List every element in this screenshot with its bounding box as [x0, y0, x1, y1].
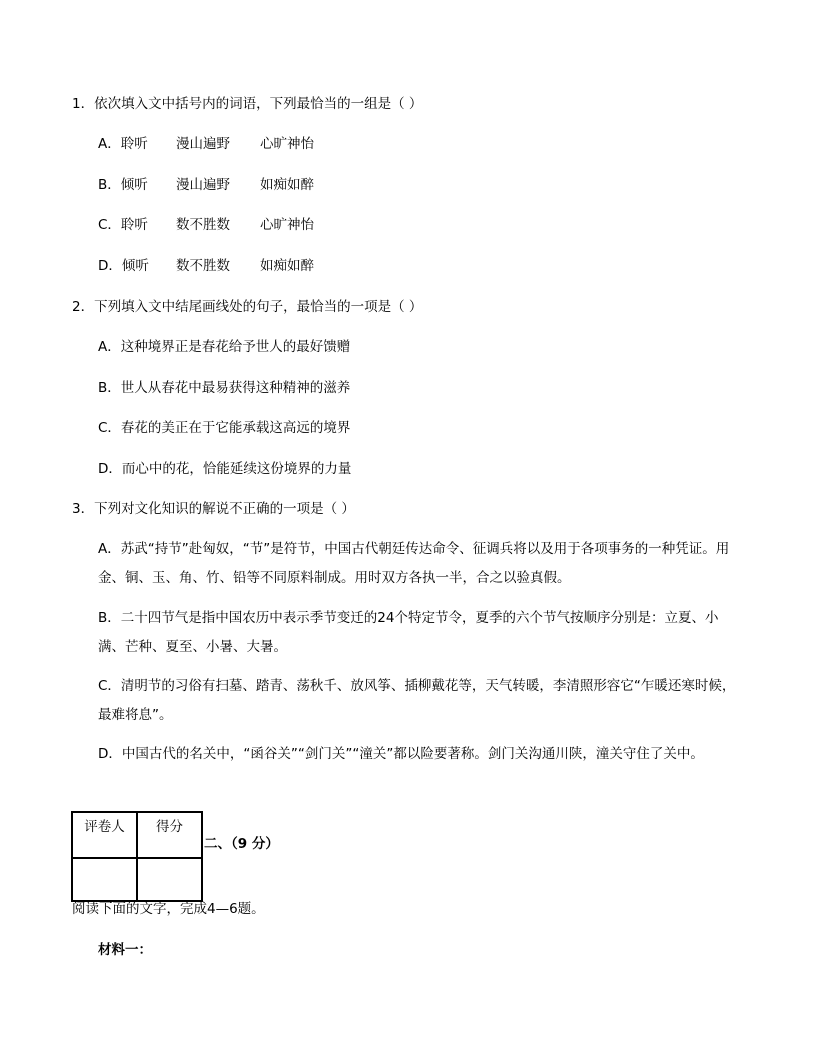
option-word: 漫山遍野 [176, 177, 230, 193]
question-2-stem: 2．下列填入文中结尾画线处的句子，最恰当的一项是（ ） [72, 299, 423, 315]
question-2-option-a: A．这种境界正是春花给予世人的最好馈赠 [98, 339, 351, 355]
reviewer-header: 评卷人 [72, 812, 137, 858]
score-table [71, 811, 203, 902]
question-2-option-b: B．世人从春花中最易获得这种精神的滋养 [98, 380, 351, 396]
question-1-option-c [98, 215, 314, 235]
question-3-option-a: A．苏武“持节”赴匈奴，“节”是符节，中国古代朝廷传达命令、征调兵将以及用于各项事务的一种凭证。用金、铜、玉、角、竹、铅等不同原料制成。用时双方各执一半，合之以验真假。 [98, 541, 730, 586]
section-title: 二、（9 分） [204, 836, 279, 852]
option-word: 如痴如醉 [260, 258, 314, 274]
question-3-option-d: D．中国古代的名关中，“函谷关”“剑门关”“潼关”都以险要著称。剑门关沟通川陕，潼关守住了关中。 [98, 746, 704, 762]
question-1-option-a [98, 134, 314, 154]
question-1-option-b [98, 175, 314, 195]
option-label: A．聆听 [98, 136, 148, 152]
question-3-option-c: C．清明节的习俗有扫墓、踏青、荡秋千、放风筝、插柳戴花等，天气转暖，李清照形容它“乍暖还寒时候，最难将息”。 [98, 678, 736, 723]
question-1-stem: 1．依次填入文中括号内的词语，下列最恰当的一组是（ ） [72, 96, 423, 112]
question-3-option-b: B．二十四节气是指中国农历中表示季节变迁的24个特定节令，夏季的六个节气按顺序分别是：立夏、小满、芒种、夏至、小暑、大暑。 [98, 610, 719, 655]
option-word: 心旷神怡 [260, 217, 314, 233]
option-word: 如痴如醉 [260, 177, 314, 193]
score-header: 得分 [137, 812, 202, 858]
material-label: 材料一： [98, 942, 152, 958]
reading-intro: 阅读下面的文字，完成4—6题。 [72, 901, 265, 917]
question-1-option-d [98, 256, 314, 276]
question-2-option-d: D．而心中的花，恰能延续这份境界的力量 [98, 461, 352, 477]
option-word: 漫山遍野 [176, 136, 230, 152]
option-word: 数不胜数 [176, 217, 230, 233]
question-3-stem: 3．下列对文化知识的解说不正确的一项是（ ） [72, 501, 355, 517]
score-cell[interactable] [137, 858, 202, 901]
option-label: D．倾听 [98, 258, 149, 274]
option-label: C．聆听 [98, 217, 148, 233]
option-word: 心旷神怡 [260, 136, 314, 152]
option-word: 数不胜数 [176, 258, 230, 274]
reviewer-cell[interactable] [72, 858, 137, 901]
question-2-option-c: C．春花的美正在于它能承载这高远的境界 [98, 420, 351, 436]
option-label: B．倾听 [98, 177, 148, 193]
